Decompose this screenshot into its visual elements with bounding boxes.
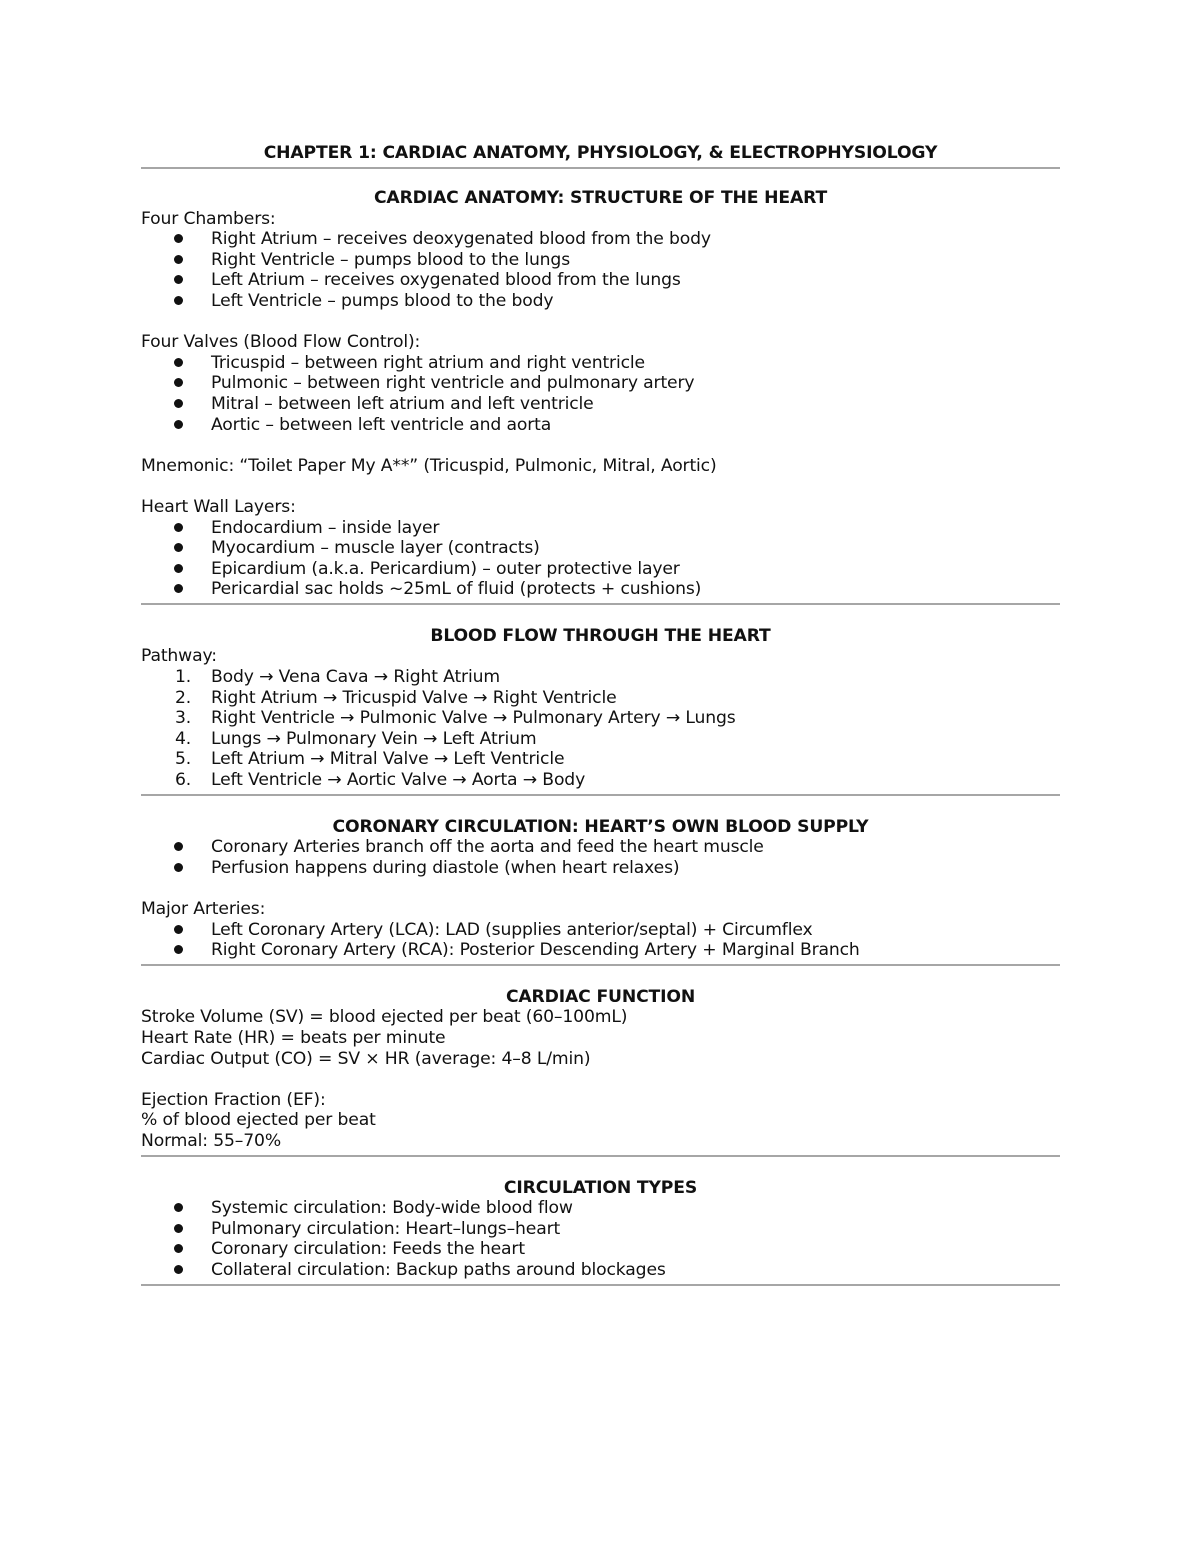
section-divider (141, 1155, 1060, 1157)
bullet-icon (174, 564, 183, 573)
bullet-icon (174, 255, 183, 264)
list-item: Left Atrium – receives oxygenated blood from the lungs (141, 270, 1060, 291)
list-item: 2. Right Atrium → Tricuspid Valve → Right Ventricle (175, 687, 617, 708)
bullet-icon (174, 842, 183, 851)
section-divider (141, 167, 1060, 169)
ejection-fraction-normal: Normal: 55–70% (141, 1130, 282, 1151)
document-page (141, 140, 1060, 1286)
list-item: 3. Right Ventricle → Pulmonic Valve → Pulmonary Artery → Lungs (175, 708, 736, 729)
list-item: Pulmonic – between right ventricle and pulmonary artery (141, 373, 1060, 394)
chapter-title: CHAPTER 1: CARDIAC ANATOMY, PHYSIOLOGY, & ELECTROPHYSIOLOGY (263, 143, 938, 163)
bullet-icon (174, 1224, 183, 1233)
list-item: Collateral circulation: Backup paths around blockages (141, 1260, 1060, 1281)
bullet-icon (174, 1265, 183, 1274)
blood-flow-heading: BLOOD FLOW THROUGH THE HEART (430, 625, 771, 646)
layers-list (141, 518, 1060, 600)
list-item: 1. Body → Vena Cava → Right Atrium (175, 667, 500, 688)
bullet-icon (174, 863, 183, 872)
bullet-icon (174, 523, 183, 532)
function-heading: CARDIAC FUNCTION (505, 986, 696, 1007)
bullet-icon (174, 925, 183, 934)
arteries-list (141, 920, 1060, 961)
list-item: Endocardium – inside layer (141, 518, 1060, 539)
step-number: 2. (175, 687, 192, 708)
bullet-icon (174, 420, 183, 429)
list-item: Mitral – between left atrium and left ventricle (141, 394, 1060, 415)
list-item: 4. Lungs → Pulmonary Vein → Left Atrium (175, 728, 537, 749)
cardiac-output-text: Cardiac Output (CO) = SV × HR (average: 4–8 L/min) (141, 1048, 591, 1069)
circulation-types-list (141, 1198, 1060, 1280)
arteries-label: Major Arteries: (141, 899, 266, 919)
list-item: Systemic circulation: Body-wide blood flow (141, 1198, 1060, 1219)
section-divider (141, 964, 1060, 966)
list-item: Myocardium – muscle layer (contracts) (141, 538, 1060, 559)
step-number: 5. (175, 749, 192, 770)
bullet-icon (174, 1203, 183, 1212)
bullet-icon (174, 234, 183, 243)
ejection-fraction-definition: % of blood ejected per beat (141, 1110, 376, 1131)
list-item: Left Ventricle – pumps blood to the body (141, 291, 1060, 312)
bullet-icon (174, 378, 183, 387)
list-item: Aortic – between left ventricle and aorta (141, 415, 1060, 436)
list-item: Right Coronary Artery (RCA): Posterior Descending Artery + Marginal Branch (141, 940, 1060, 961)
valves-label: Four Valves (Blood Flow Control): (141, 332, 421, 353)
pathway-label: Pathway: (141, 646, 217, 667)
section-divider (141, 603, 1060, 605)
bullet-icon (174, 584, 183, 593)
step-number: 1. (175, 667, 192, 688)
bullet-icon (174, 1244, 183, 1253)
list-item: 5. Left Atrium → Mitral Valve → Left Ventricle (175, 749, 565, 770)
circulation-heading: CIRCULATION TYPES (503, 1177, 698, 1198)
heart-rate-text: Heart Rate (HR) = beats per minute (141, 1027, 446, 1048)
layers-label: Heart Wall Layers: (141, 496, 296, 517)
ejection-fraction-label: Ejection Fraction (EF): (141, 1089, 326, 1110)
step-number: 3. (175, 708, 192, 729)
list-item: Left Coronary Artery (LCA): LAD (supplies anterior/septal) + Circumflex (141, 920, 1060, 941)
list-item: Pericardial sac holds ~25mL of fluid (protects + cushions) (141, 579, 1060, 600)
pathway-list (141, 667, 1060, 791)
coronary-heading: CORONARY CIRCULATION: HEART’S OWN BLOOD SUPPLY (332, 816, 869, 837)
chambers-label: Four Chambers: (141, 208, 276, 229)
bullet-icon (174, 358, 183, 367)
stroke-volume-text: Stroke Volume (SV) = blood ejected per beat (60–100mL) (141, 1007, 628, 1028)
anatomy-heading: CARDIAC ANATOMY: STRUCTURE OF THE HEART (373, 188, 828, 208)
section-divider (141, 794, 1060, 796)
valves-list (141, 353, 1060, 435)
list-item: Tricuspid – between right atrium and right ventricle (141, 353, 1060, 374)
list-item: Pulmonary circulation: Heart–lungs–heart (141, 1219, 1060, 1240)
step-number: 6. (175, 770, 192, 791)
list-item: Coronary circulation: Feeds the heart (141, 1239, 1060, 1260)
list-item: Perfusion happens during diastole (when heart relaxes) (141, 858, 1060, 879)
list-item: 6. Left Ventricle → Aortic Valve → Aorta → Body (175, 770, 586, 791)
mnemonic-text: Mnemonic: “Toilet Paper My A**” (Tricuspid, Pulmonic, Mitral, Aortic) (141, 455, 717, 476)
list-item: Right Atrium – receives deoxygenated blood from the body (141, 229, 1060, 250)
chambers-list (141, 229, 1060, 311)
bullet-icon (174, 945, 183, 954)
step-number: 4. (175, 728, 192, 749)
coronary-points-list (141, 837, 1060, 878)
bullet-icon (174, 399, 183, 408)
bullet-icon (174, 543, 183, 552)
list-item: Right Ventricle – pumps blood to the lungs (141, 250, 1060, 271)
bullet-icon (174, 275, 183, 284)
bullet-icon (174, 296, 183, 305)
list-item: Coronary Arteries branch off the aorta and feed the heart muscle (141, 837, 1060, 858)
section-divider (141, 1284, 1060, 1286)
list-item: Epicardium (a.k.a. Pericardium) – outer protective layer (141, 559, 1060, 580)
